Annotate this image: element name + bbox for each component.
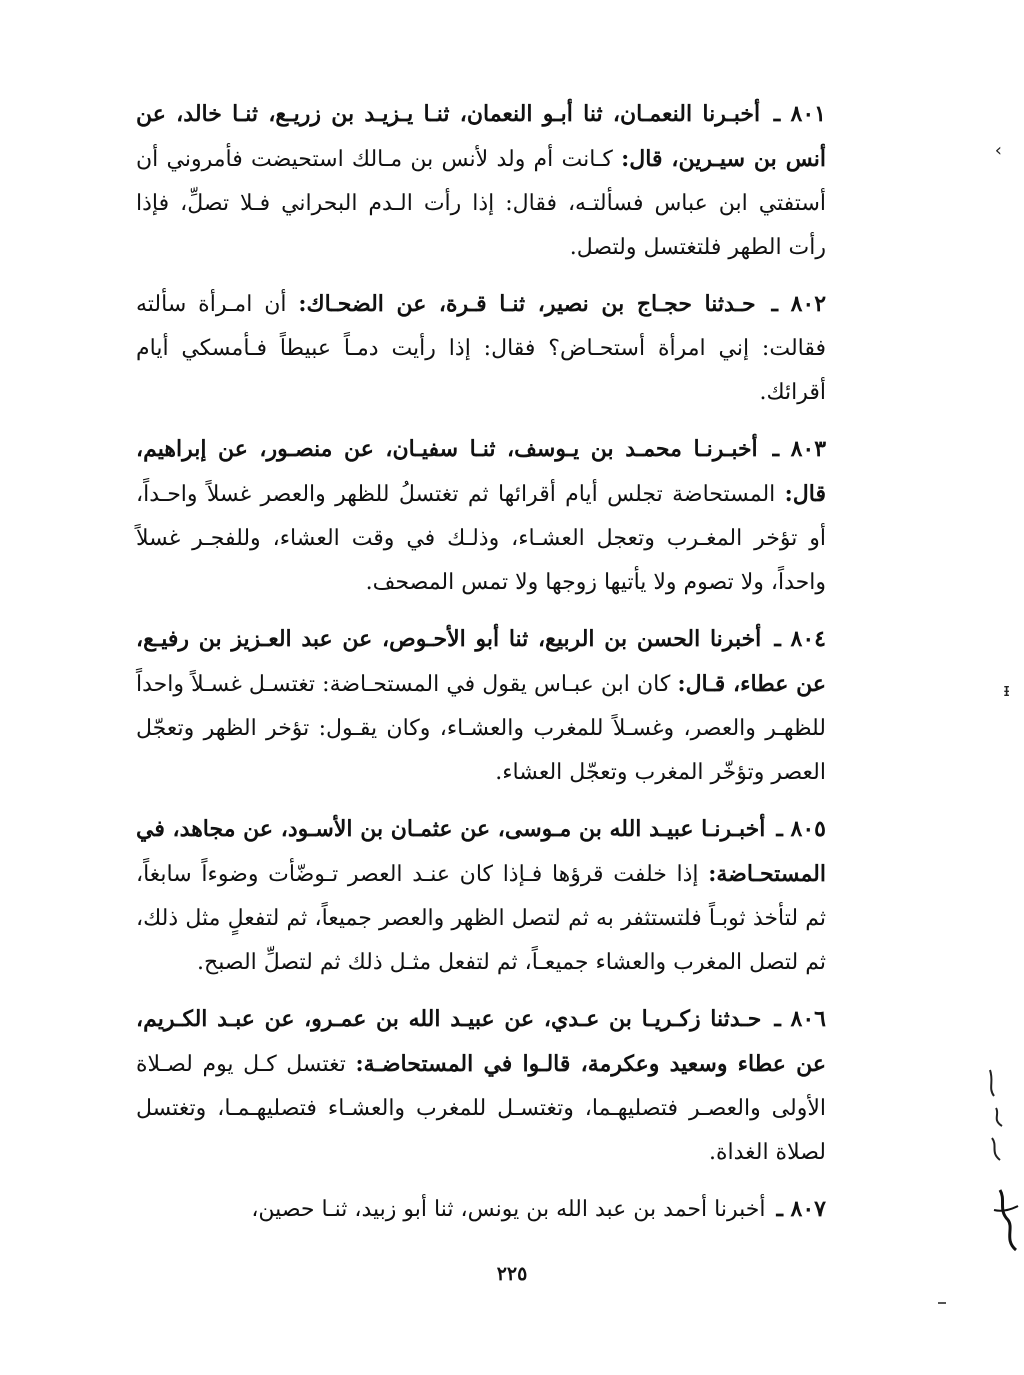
hadith-number: ٨٠٥ ـ — [776, 816, 826, 842]
scan-dash — [938, 1302, 946, 1304]
hadith-isnad: أخبـرنا النعمـان، ثنا أبـو النعمان، ثنـا يـزيـد بن زريـع، ثنـا خالد، عن أنس بن سيـرين، قال: — [136, 101, 826, 172]
hadith-matn: المستحاضة تجلس أيام أقرائها ثم تغتسلُ للظهر والعصر غسلاً واحـداً، أو تؤخر المغـرب وتعجل العشـاء، وذلـك في وقت العشاء، وللفجـر غسلاً واحداً، ولا تصوم ولا يأتيها زوجها ولا تمس المصحف. — [136, 482, 826, 595]
hadith-matn: كـانت أم ولد لأنس بن مـالك استحيضت فأمروني أن أستفتي ابن عباس فسألتـه، فقال: إذا رأت الـدم البحراني فـلا تصلِّ، فإذا رأت الطهر فلتغتسل ولتصل. — [136, 147, 826, 260]
binding-edge-scrawl — [980, 1060, 1024, 1260]
hadith-806 — [136, 997, 826, 1175]
hadith-isnad: أخبرنا الحسن بن الربيع، ثنا أبو الأحـوص، عن عبد العـزيز بن رفيـع، عن عطاء، قـال: — [136, 626, 826, 697]
hadith-number: ٨٠٢ ـ — [771, 291, 827, 317]
hadith-807 — [136, 1187, 826, 1232]
hadith-number: ٨٠٦ ـ — [774, 1006, 826, 1032]
hadith-list — [136, 92, 826, 1244]
hadith-number: ٨٠١ ـ — [773, 101, 826, 127]
hadith-isnad-partial: أخبرنا أحمد بن عبد الله بن يونس، ثنا أبو زبيد، ثنـا حصين، — [251, 1197, 766, 1222]
hadith-number: ٨٠٤ ـ — [774, 626, 826, 652]
hadith-805 — [136, 807, 826, 985]
margin-mark: ᵻ — [1003, 680, 1010, 701]
hadith-isnad: أخبـرنـا محمـد بن يـوسف، ثنـا سفيـان، عن منصـور، عن إبراهيم، قال: — [136, 436, 826, 507]
hadith-number: ٨٠٣ ـ — [772, 436, 827, 462]
hadith-number: ٨٠٧ ـ — [776, 1196, 826, 1222]
hadith-matn: تغتسل كـل يوم لصـلاة الأولى والعصـر فتصليهـما، وتغتسـل للمغرب والعشـاء فتصليهـمـا، وتغتسل لصلاة الغداة. — [136, 1052, 826, 1165]
hadith-matn: كان ابن عبـاس يقول في المستحـاضة: تغتسـل غسـلاً واحداً للظهـر والعصر، وغسـلاً للمغرب والعشـاء، وكان يقـول: تؤخر الظهر وتعجّل العصر وتؤخّر المغرب وتعجّل العشاء. — [136, 672, 826, 785]
hadith-804 — [136, 617, 826, 795]
hadith-isnad: حـدثنا زكـريـا بن عـدي، عن عبيـد الله بن عمـرو، عن عبـد الكـريم، عن عطاء وسعيد وعكرمة، قالـوا في المستحاضـة: — [136, 1006, 826, 1077]
hadith-isnad: حـدثنا حجـاج بن نصير، ثنـا قـرة، عن الضحـاك: — [298, 291, 756, 317]
hadith-matn: إذا خلفت قرؤها فـإذا كان عنـد العصر تـوضّأت وضوءاً سابغاً، ثم لتأخذ ثوبـاً فلتستثفر به ثم لتصل الظهر والعصر جميعاً، ثم لتفعلٍ مثل ذلك، ثم لتصل المغرب والعشاء جميعـاً، ثم لتفعل مثـل ذلك ثم لتصلِّ الصبح. — [136, 862, 826, 975]
margin-mark: › — [994, 140, 1002, 161]
hadith-isnad: أخبـرنـا عبيـد الله بن مـوسى، عن عثمـان بن الأسـود، عن مجاهد، في المستحـاضة: — [136, 816, 826, 887]
hadith-803 — [136, 427, 826, 605]
hadith-matn: أن امـرأة سألته فقالت: إني امرأة أستحـاض؟ فقال: إذا رأيت دمـاً عبيطاً فـأمسكي أيام أقرائك. — [136, 292, 826, 405]
page-number: ٢٢٥ — [496, 1263, 528, 1285]
hadith-801 — [136, 92, 826, 270]
hadith-802 — [136, 282, 826, 415]
